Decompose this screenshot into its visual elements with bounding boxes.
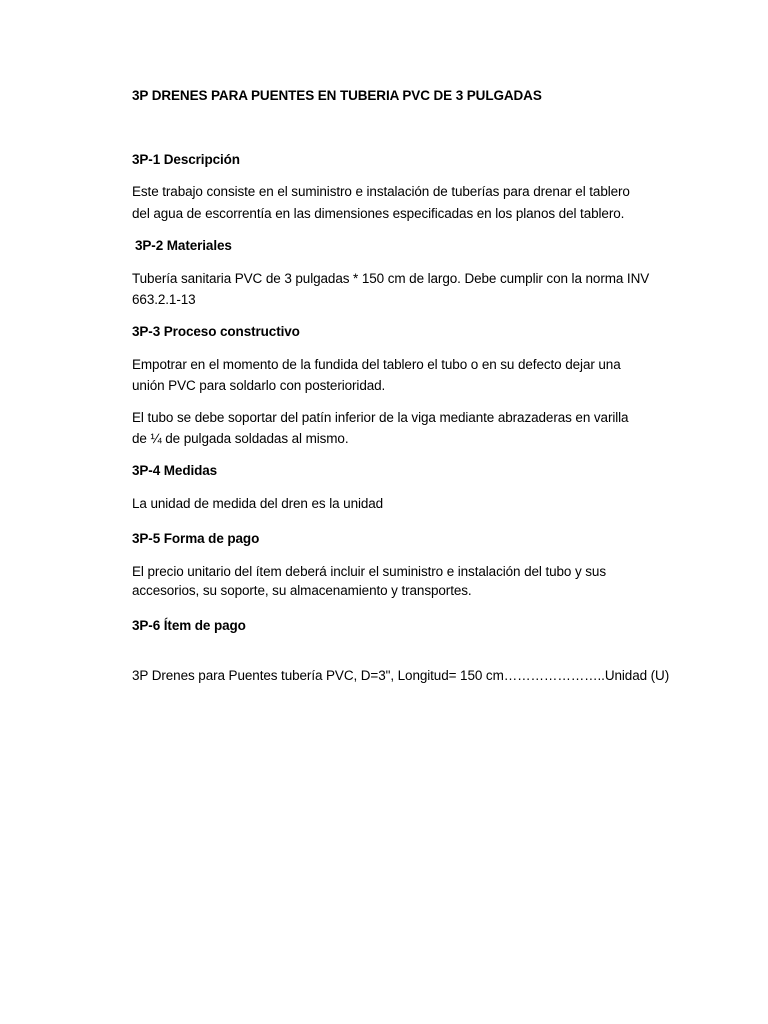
paragraph-line: El tubo se debe soportar del patín inferior de la viga mediante abrazaderas en varilla [132, 410, 629, 425]
paragraph-line: del agua de escorrentía en las dimensiones especificadas en los planos del tablero. [132, 206, 625, 221]
paragraph-line: Este trabajo consiste en el suministro e instalación de tuberías para drenar el tablero [132, 184, 630, 199]
section-heading-proceso-constructivo: 3P-3 Proceso constructivo [132, 324, 300, 339]
section-heading-forma-de-pago: 3P-5 Forma de pago [132, 531, 260, 546]
paragraph-line: Empotrar en el momento de la fundida del tablero el tubo o en su defecto dejar una [132, 357, 621, 372]
section-heading-descripcion: 3P-1 Descripción [132, 152, 240, 167]
paragraph-line: unión PVC para soldarlo con posterioridad. [132, 378, 386, 393]
paragraph-line: La unidad de medida del dren es la unidad [132, 496, 384, 511]
document-title: 3P DRENES PARA PUENTES EN TUBERIA PVC DE 3 PULGADAS [132, 88, 542, 103]
paragraph-line: 663.2.1-13 [132, 292, 196, 307]
paragraph-line: El precio unitario del ítem deberá incluir el suministro e instalación del tubo y sus [132, 564, 606, 579]
paragraph-line: accesorios, su soporte, su almacenamiento y transportes. [132, 583, 472, 598]
payment-item-line: 3P Drenes para Puentes tubería PVC, D=3", Longitud= 150 cm…………………..Unidad (U) [132, 668, 670, 683]
section-heading-item-de-pago: 3P-6 Ítem de pago [132, 618, 246, 633]
paragraph-line: Tubería sanitaria PVC de 3 pulgadas * 150 cm de largo. Debe cumplir con la norma INV [132, 271, 650, 286]
section-heading-materiales: 3P-2 Materiales [135, 238, 232, 253]
section-heading-medidas: 3P-4 Medidas [132, 463, 218, 478]
paragraph-line: de ¼ de pulgada soldadas al mismo. [132, 431, 349, 446]
